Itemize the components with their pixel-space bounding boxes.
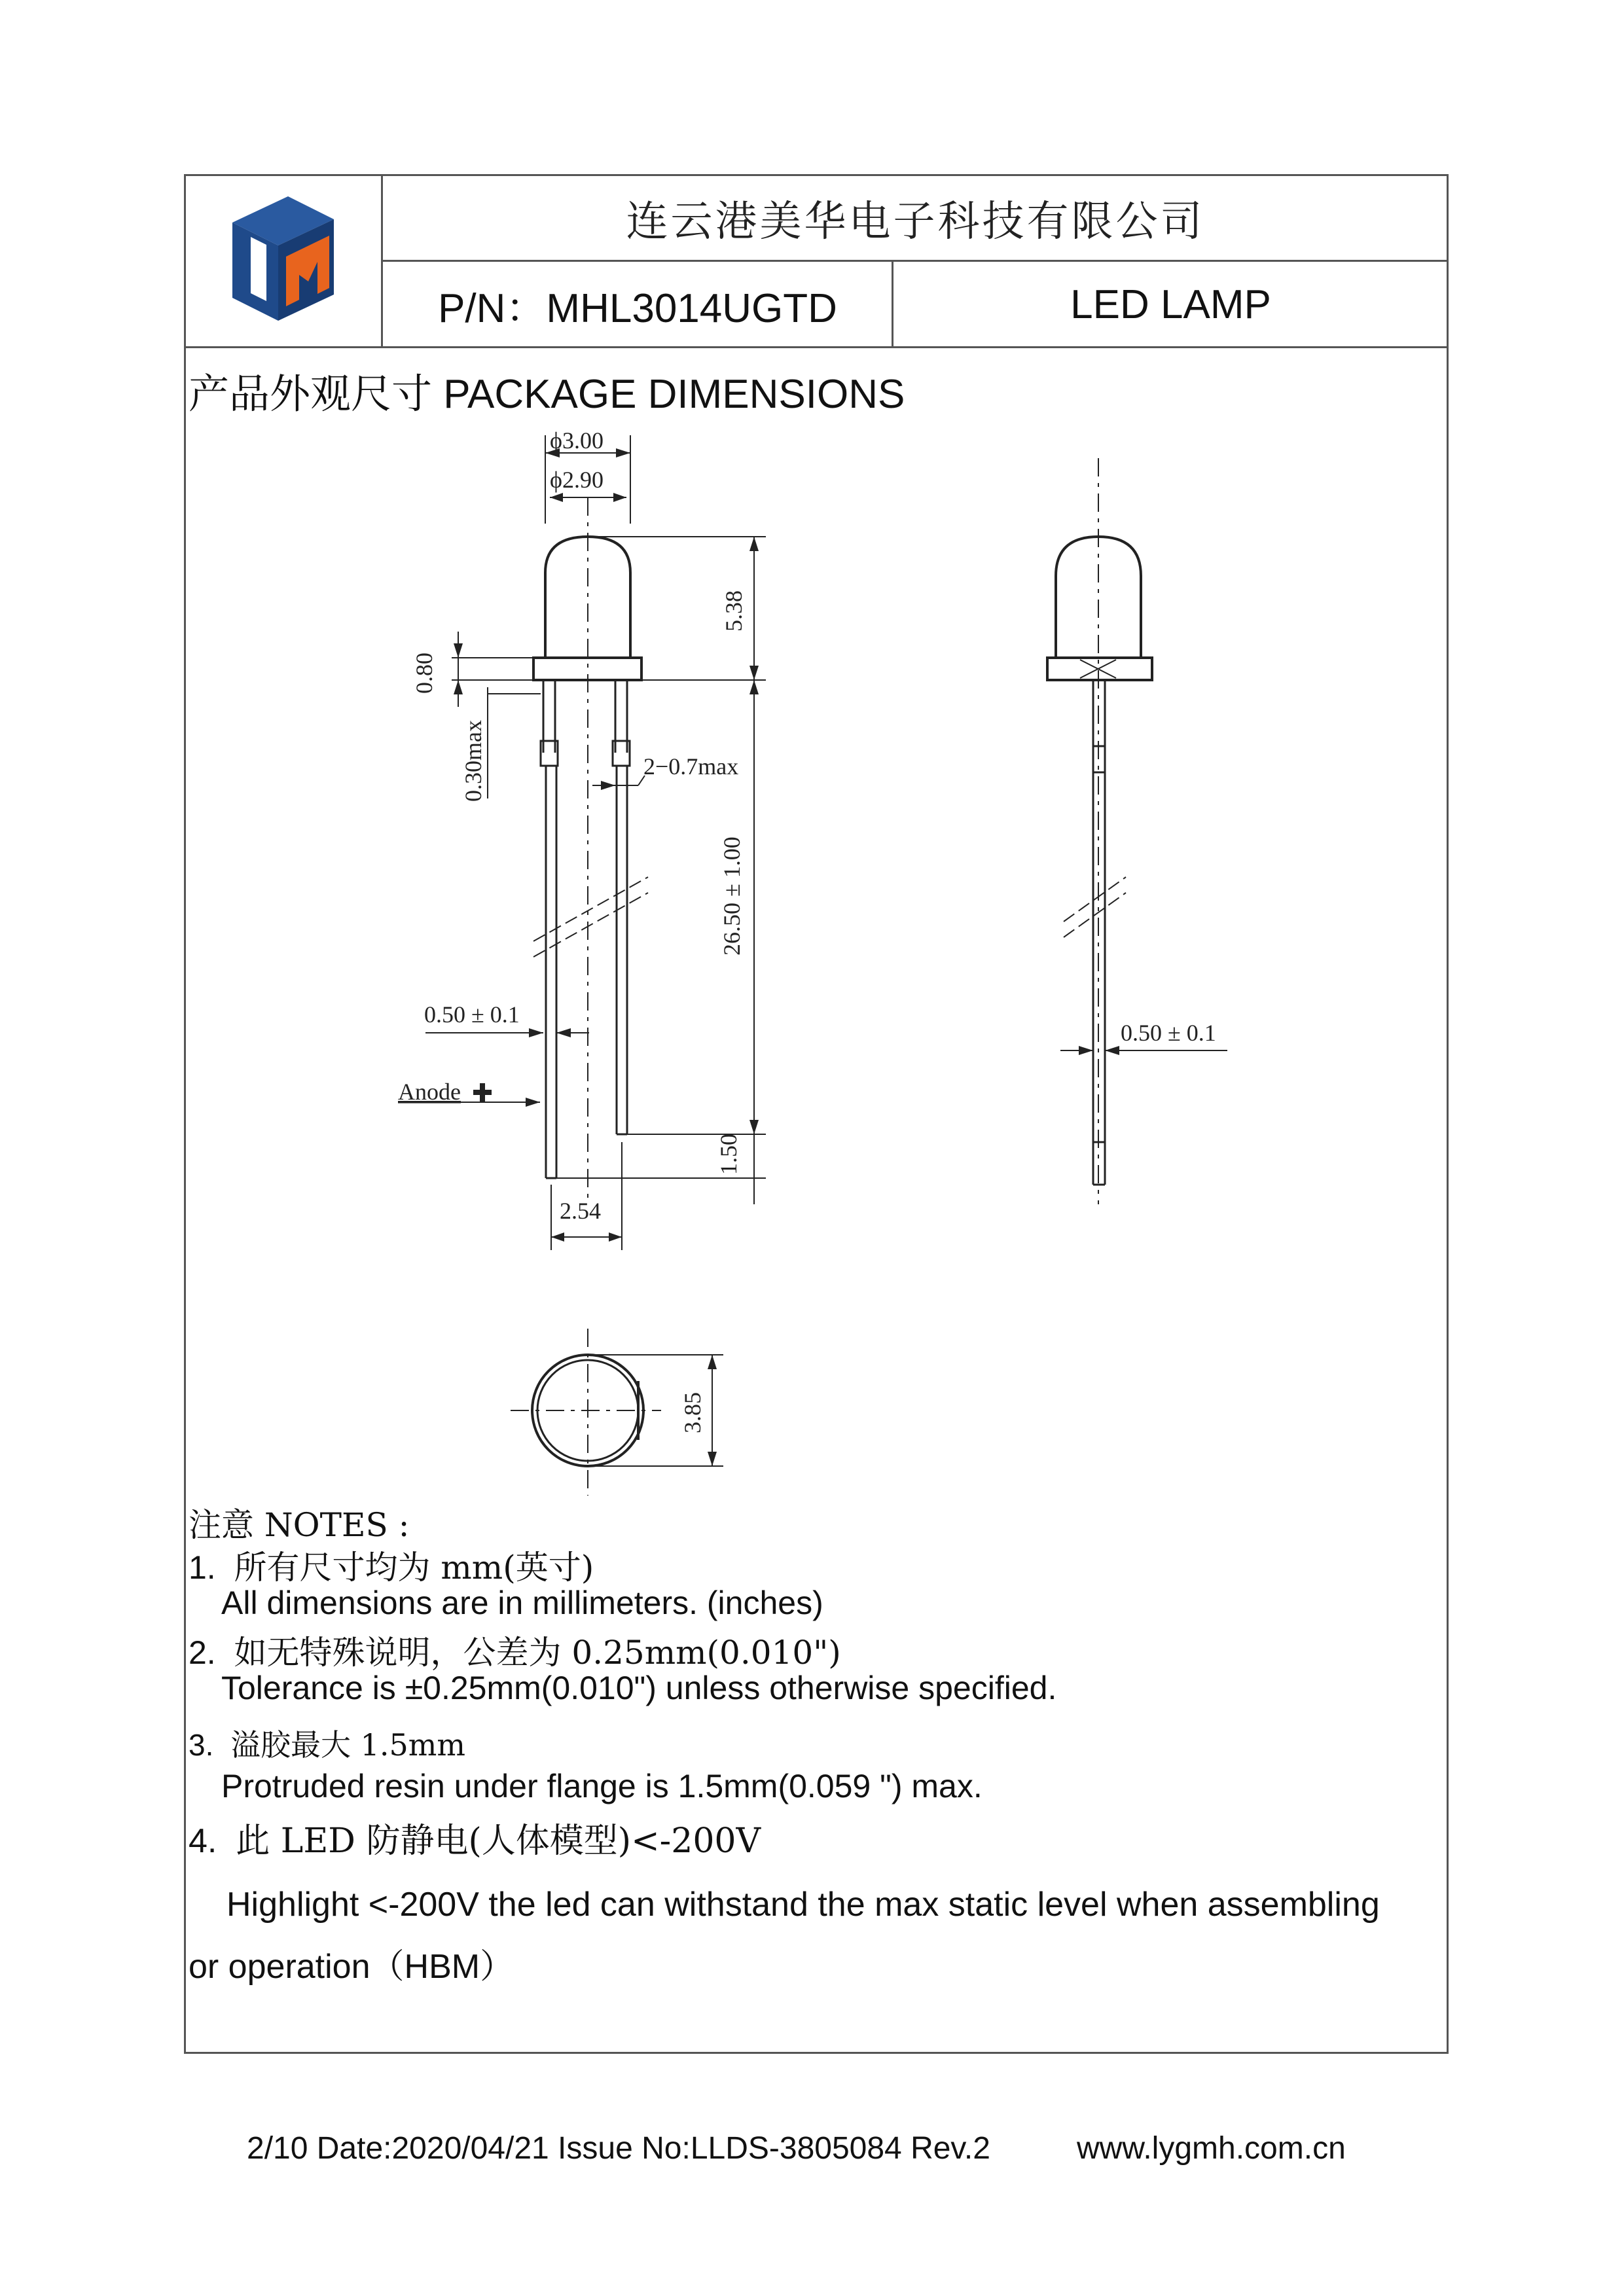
note-3-cn: 3. 溢胶最大 1.5mm bbox=[189, 1727, 465, 1763]
part-number: P/N：MHL3014UGTD bbox=[438, 285, 837, 331]
note-4-en-line2: or operation（HBM） bbox=[189, 1948, 514, 1986]
note-2-cn: 2. 如无特殊说明，公差为 0.25mm(0.010") bbox=[189, 1634, 841, 1672]
anode-plus-icon bbox=[473, 1083, 492, 1102]
dim-inner-diameter: ϕ2.90 bbox=[550, 467, 604, 493]
dim-dome-height: 5.38 bbox=[721, 590, 747, 632]
note-4-cn: 4. 此 LED 防静电(人体模型)<-200V bbox=[189, 1821, 761, 1861]
note-2-en: Tolerance is ±0.25mm(0.010") unless otherwise specified. bbox=[221, 1670, 1057, 1706]
note-4-en-line1: Highlight <-200V the led can withstand the max static level when assembling bbox=[226, 1886, 1380, 1924]
dim-flange-height: 0.80 bbox=[411, 653, 437, 694]
dim-lead-width: 0.50 ± 0.1 bbox=[424, 1001, 520, 1028]
note-3-en: Protruded resin under flange is 1.5mm(0.059 ") max. bbox=[221, 1768, 983, 1804]
front-view bbox=[399, 435, 766, 1250]
dim-lead-spacing: 2.54 bbox=[560, 1198, 601, 1224]
product-type: LED LAMP bbox=[1070, 281, 1271, 327]
section-title-cn: 产品外观尺寸 bbox=[189, 370, 433, 418]
note-1-cn: 1. 所有尺寸均为 mm(英寸) bbox=[189, 1549, 594, 1587]
dim-resin-protrusion: 0.30max bbox=[460, 720, 486, 802]
dim-lead-kink: 2−0.7max bbox=[643, 753, 739, 780]
note-1-en: All dimensions are in millimeters. (inches) bbox=[221, 1585, 823, 1621]
dim-lead-length: 26.50 ± 1.00 bbox=[719, 836, 745, 956]
section-title-en: PACKAGE DIMENSIONS bbox=[443, 372, 905, 417]
dim-outer-diameter: ϕ3.00 bbox=[550, 427, 604, 454]
anode-label: Anode bbox=[398, 1079, 461, 1105]
footer-doc-info: 2/10 Date:2020/04/21 Issue No:LLDS-3805084 Rev.2 bbox=[247, 2131, 990, 2166]
side-view bbox=[1047, 458, 1227, 1204]
dim-flange-diameter: 3.85 bbox=[679, 1392, 706, 1433]
company-name: 连云港美华电子科技有限公司 bbox=[626, 197, 1205, 246]
notes-heading: 注意 NOTES : bbox=[189, 1506, 410, 1544]
dim-side-lead-width: 0.50 ± 0.1 bbox=[1121, 1020, 1216, 1046]
footer-website[interactable]: www.lygmh.com.cn bbox=[1077, 2131, 1346, 2166]
dim-lead-offset: 1.50 bbox=[715, 1134, 742, 1175]
